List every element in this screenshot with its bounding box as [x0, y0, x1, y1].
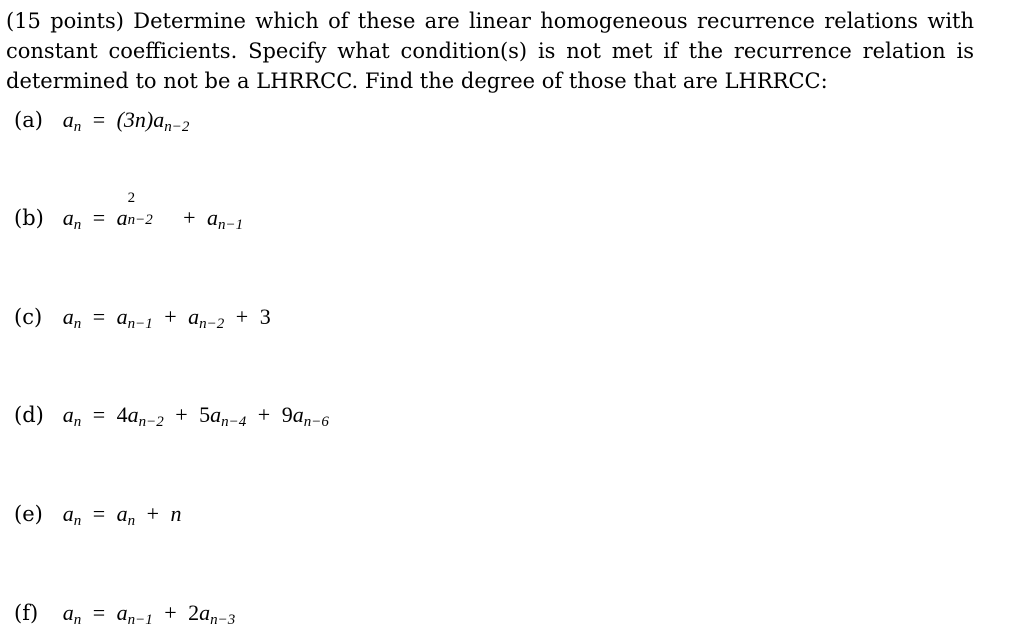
problem-e — [14, 499, 182, 529]
problem-label: (a) — [14, 108, 43, 132]
problem-a — [14, 105, 189, 135]
intro-text: (15 points) Determine which of these are linear homogeneous recurrence relations with constant coefficients. Specify what condition(s) is not met if the recurrence relation is determined to not be a LHRRCC. Find the degree of those that are LHRRCC: — [6, 9, 974, 93]
problem-b — [14, 190, 244, 233]
equation: $a_n = 4a_{n-2} + 5a_{n-4} + 9a_{n-6}$ — [62, 402, 329, 430]
equation: $a_n = (3n)a_{n-2}$ — [62, 107, 190, 135]
problem-label: (c) — [14, 305, 43, 329]
equation: $a_n = a_{n-1} + 2a_{n-3}$ — [62, 600, 236, 628]
problem-label: (d) — [14, 403, 44, 427]
problem-label: (f) — [14, 601, 39, 625]
problem-label: (b) — [14, 206, 44, 230]
problem-c — [14, 302, 271, 332]
equation: $a_n = a_{n-1} + a_{n-2} + 3$ — [62, 304, 271, 332]
problem-label: (e) — [14, 502, 43, 526]
problem-intro — [6, 6, 974, 96]
problem-f — [14, 598, 235, 628]
problem-d — [14, 400, 329, 430]
equation: $a_n = a_n + n$ — [62, 501, 182, 529]
equation: $a_n = a$ 2 n−2 + $a_{n-1}$ — [62, 190, 244, 233]
